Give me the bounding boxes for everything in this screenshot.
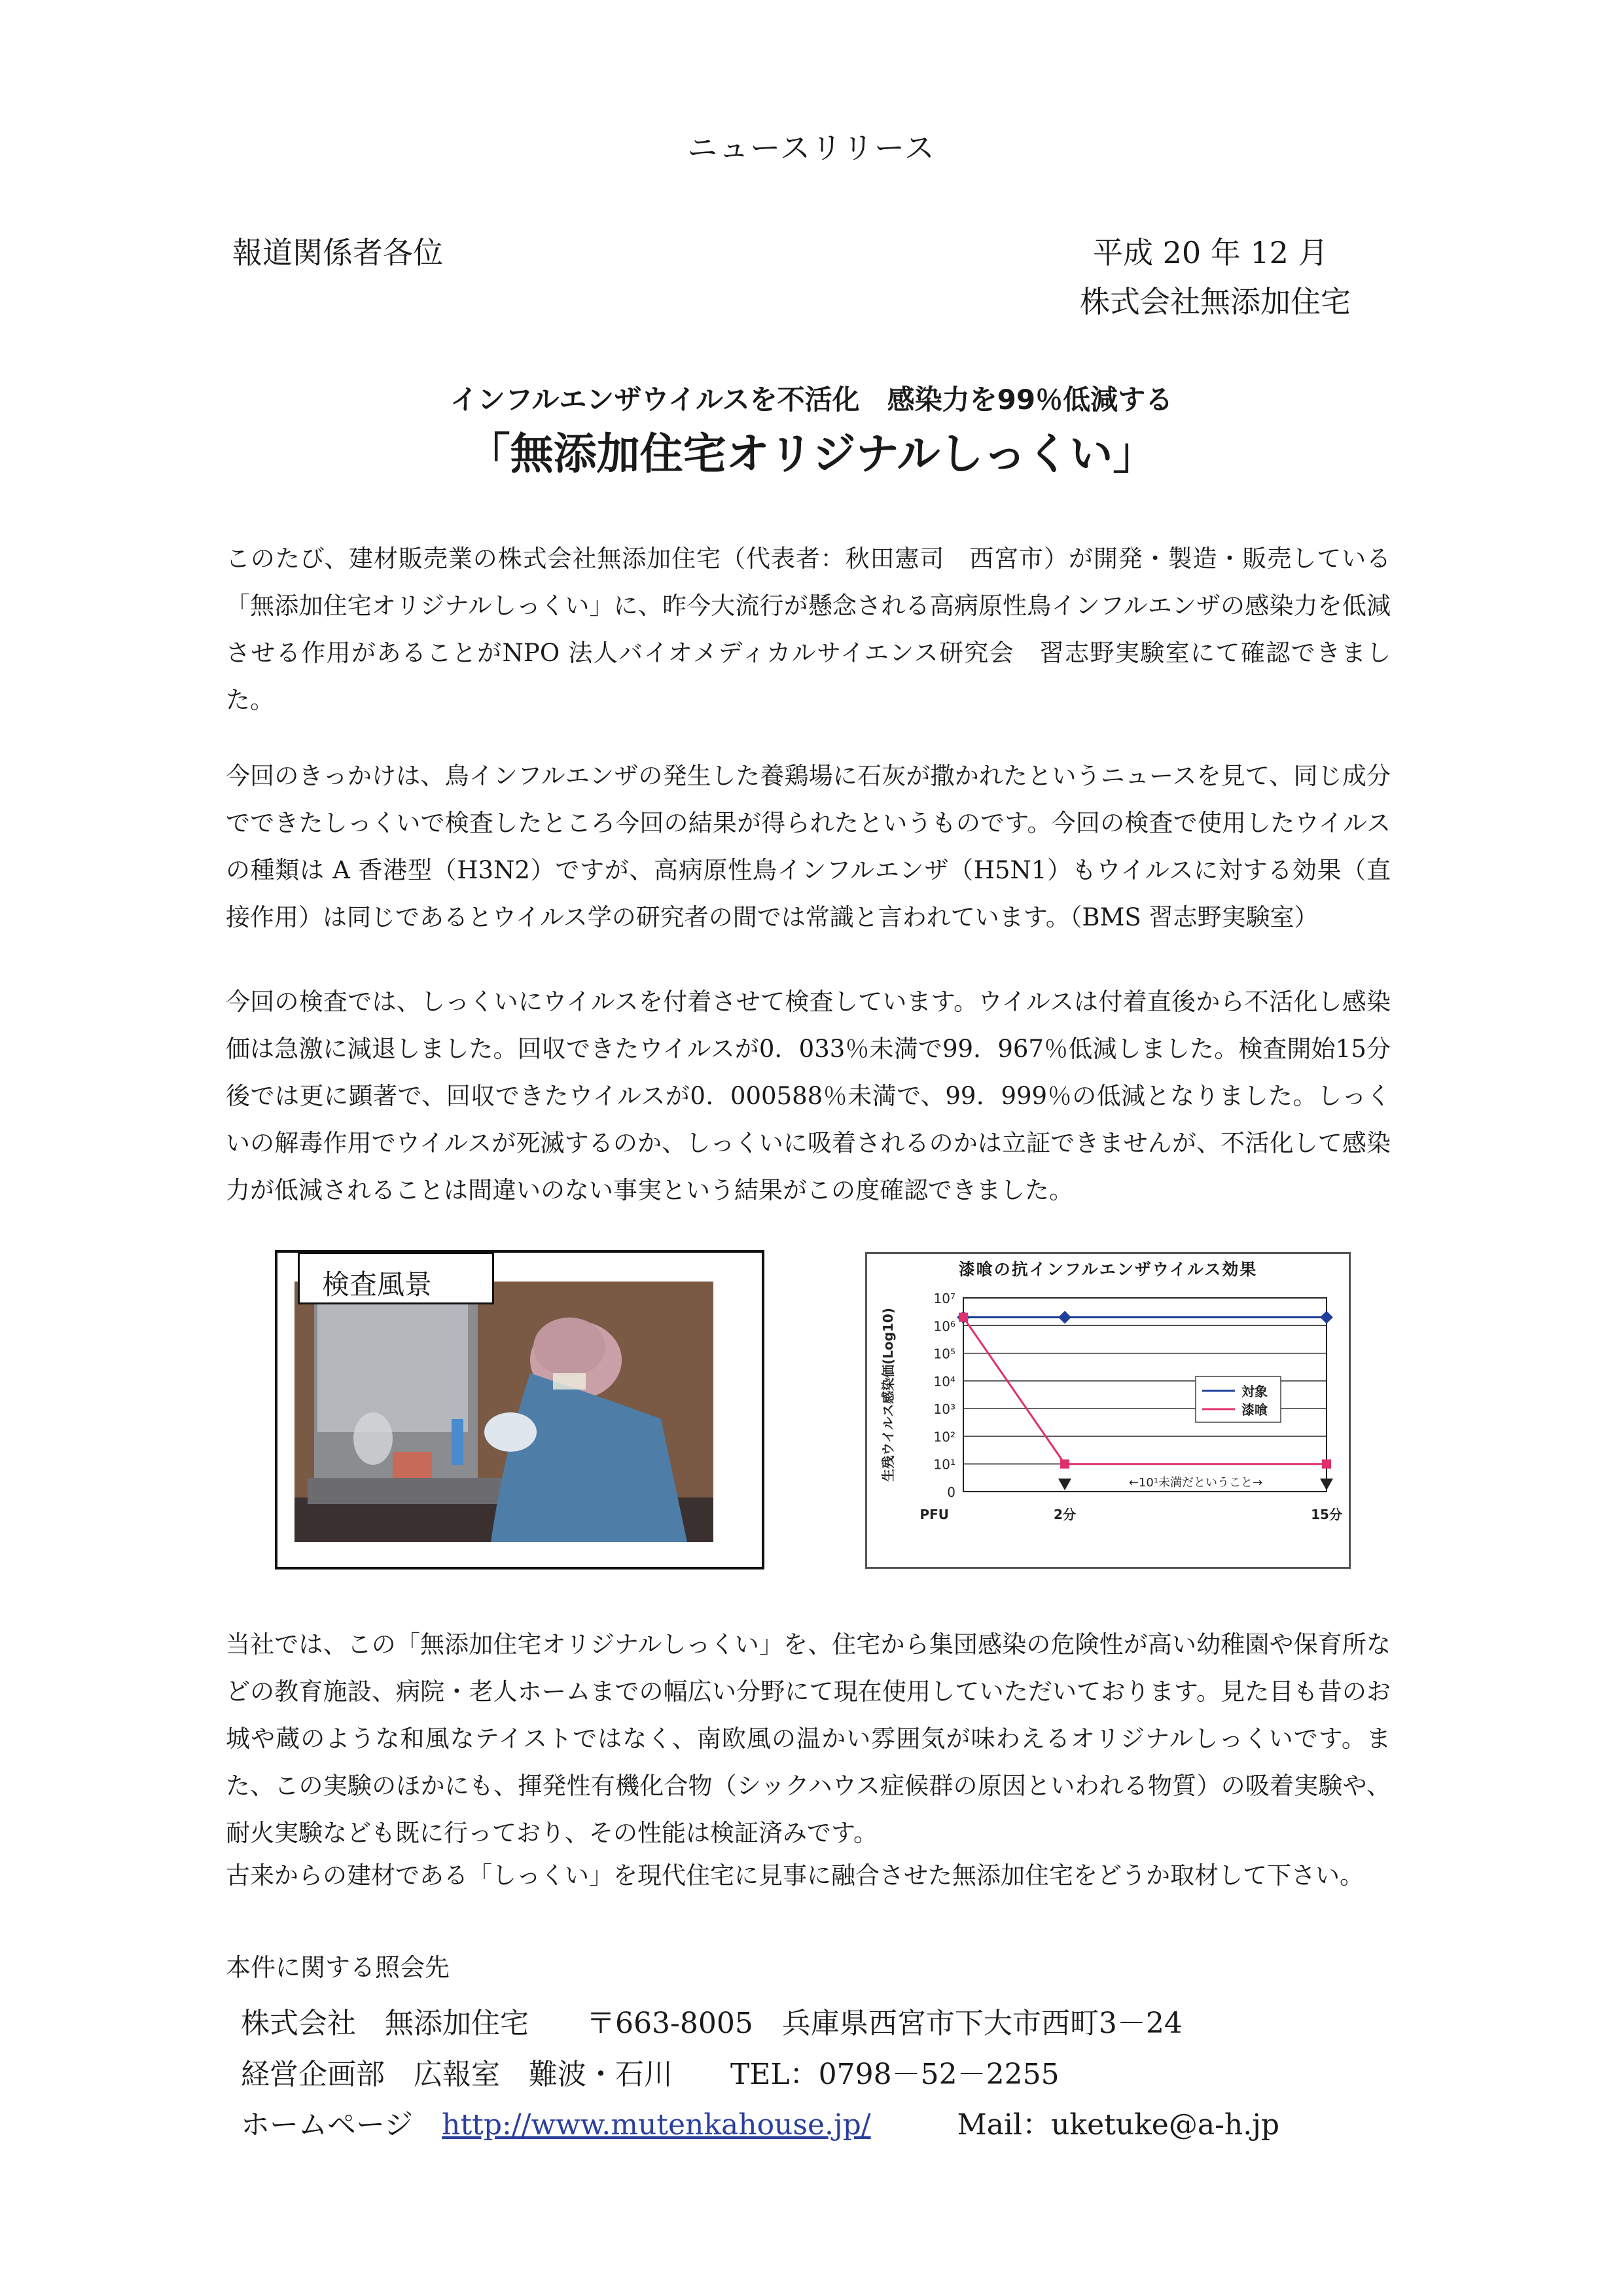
headline-title: 「無添加住宅オリジナルしっくい」 [467,429,1156,479]
y-tick-label: 10⁷ [933,1291,955,1306]
contact-company-line [241,2000,1183,2041]
y-unit-label: PFU [919,1507,949,1522]
y-tick-label: 0 [947,1484,955,1500]
contact-department-line [241,2051,1060,2092]
headline-subtitle: インフルエンザウイルスを不活化 感染力を99％低減する [450,384,1173,416]
data-point [1320,1311,1333,1324]
y-tick-label: 10⁴ [933,1373,955,1390]
contact-department: 経営企画部 広報室 難波・石川 [241,2058,673,2091]
addressee: 報道関係者各位 [232,235,443,270]
data-point [959,1313,968,1322]
contact-mail: Mail：uketuke@a-h.jp [957,2108,1280,2142]
homepage-link[interactable]: http://www.mutenkahouse.jp/ [442,2108,871,2142]
body-paragraph-3: 今回の検査では、しっくいにウイルスを付着させて検査しています。ウイルスは付着直後から不活化し感染価は急激に減退しました。回収できたウイルスが0．033％未満で99．967％低減しました。検査開始15分後では更に顕著で、回収できたウイルスが0．000588％未満で、99．999％の低減となりました。しっくいの解毒作用でウイルスが死滅するのか、しっくいに吸着されるのかは立証できませんが、不活化して感染力が低減されることは間違いのない事実という結果がこの度確認できました。 [226,988,1391,1204]
chart-svg [865,1252,1351,1569]
homepage-label: ホームページ [241,2108,414,2142]
contact-company: 株式会社 無添加住宅 [241,2007,529,2040]
y-tick-label: 10² [933,1429,955,1445]
legend-label: 対象 [1241,1384,1268,1399]
contact-web-line [241,2101,1279,2143]
legend-box [1196,1376,1281,1422]
y-axis-label: 生残ウイルス感染価(Log10) [880,1308,896,1482]
data-point [1322,1460,1331,1469]
data-point [1058,1311,1071,1324]
contact-title: 本件に関する照会先 [226,1953,450,1982]
y-tick-label: 10⁵ [933,1346,955,1362]
chart-title: 漆喰の抗インフルエンザウイルス効果 [958,1260,1258,1279]
body-paragraph-1: このたび、建材販売業の株式会社無添加住宅（代表者：秋田憲司 西宮市）が開発・製造・販売している「無添加住宅オリジナルしっくい」に、昨今大流行が懸念される高病原性鳥インフルエンザの感染力を低減させる作用があることがNPO 法人バイオメディカルサイエンス研究会 習志野実験室にて確認できました。 [226,545,1391,714]
release-date: 平成 20 年 12 月 [1093,235,1329,270]
company-name: 株式会社無添加住宅 [1080,284,1351,319]
y-tick-label: 10⁶ [933,1318,955,1335]
y-tick-label: 10³ [933,1401,955,1418]
x-tick-label: 2分 [1054,1507,1076,1522]
lab-photo [294,1282,713,1542]
legend-label: 漆喰 [1241,1402,1268,1418]
y-tick-label: 10¹ [933,1456,955,1473]
contact-tel: TEL：0798－52－2255 [730,2058,1060,2091]
detection-limit-arrow [1058,1479,1071,1490]
photo-label: 検査風景 [298,1252,494,1304]
page-title: ニュースリリース [687,130,936,166]
body-paragraph-4: 当社では、この「無添加住宅オリジナルしっくい」を、住宅から集団感染の危険性が高い幼稚園や保育所などの教育施設、病院・老人ホームまでの幅広い分野にて現在使用していただいております。見た目も昔のお城や蔵のような和風なテイストではなく、南欧風の温かい雰囲気が味わえるオリジナルしっくいです。また、この実験のほかにも、揮発性有機化合物（シックハウス症候群の原因といわれる物質）の吸着実験や、耐火実験なども既に行っており、その性能は検証済みです。 [226,1630,1391,1847]
body-paragraph-5: 古来からの建材である「しっくい」を現代住宅に見事に融合させた無添加住宅をどうか取材して下さい。 [226,1861,1364,1890]
body-paragraph-2: 今回のきっかけは、鳥インフルエンザの発生した養鶏場に石灰が撒かれたというニュースを見て、同じ成分でできたしっくいで検査したところ今回の結果が得られたというものです。今回の検査で使用したウイルスの種類は A 香港型（H3N2）ですが、高病原性鳥インフルエンザ（H5N1）もウイルスに対する効果（直接作用）は同じであるとウイルス学の研究者の間では常識と言われています。（BMS 習志野実験室） [226,762,1391,931]
detection-limit-arrow [1320,1479,1333,1490]
chart-annotation: ←10¹未満だということ→ [1128,1476,1263,1490]
contact-address: 〒663-8005 兵庫県西宮市下大市西町3－24 [586,2007,1183,2040]
data-point [1060,1460,1069,1469]
x-tick-label: 15分 [1311,1507,1342,1522]
